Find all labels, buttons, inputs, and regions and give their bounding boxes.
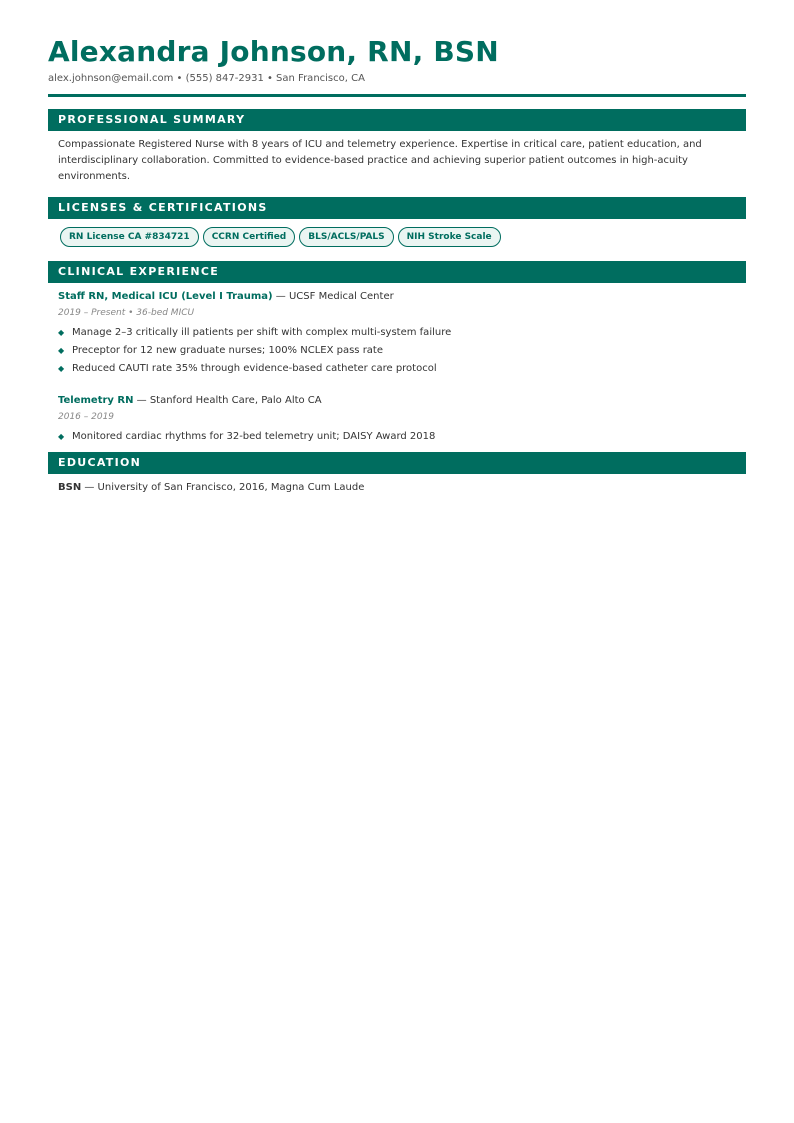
section-heading-experience: CLINICAL EXPERIENCE xyxy=(48,261,746,283)
list-item xyxy=(58,360,736,378)
education-section xyxy=(48,452,746,495)
section-heading-education: EDUCATION xyxy=(48,452,746,474)
job-title: Staff RN, Medical ICU (Level I Trauma) xyxy=(58,291,273,302)
list-item xyxy=(58,342,736,360)
bullet-text: Manage 2–3 critically ill patients per shift with complex multi-system failure xyxy=(72,327,452,338)
bullet-diamond-icon: ◆ xyxy=(58,346,65,355)
summary-text: Compassionate Registered Nurse with 8 years of ICU and telemetry experience. Expertise in critical care, patient education, and interdisciplinary collaboration. Committed to evidence-based practice and achieving superior patient outcomes in high-acuity environments. xyxy=(58,139,702,182)
bullet-diamond-icon: ◆ xyxy=(58,328,65,337)
job-employer: — Stanford Health Care, Palo Alto CA xyxy=(133,395,322,406)
certifications-section xyxy=(48,197,746,247)
resume-page xyxy=(0,0,794,495)
certification-badge: RN License CA #834721 xyxy=(60,227,199,247)
job-dates: 2019 – Present • 36-bed MICU xyxy=(58,308,195,318)
certification-list xyxy=(48,219,746,247)
contact-info: alex.johnson@email.com • (555) 847-2931 • San Francisco, CA xyxy=(48,73,365,84)
bullet-text: Monitored cardiac rhythms for 32-bed telemetry unit; DAISY Award 2018 xyxy=(72,431,436,442)
job-title-line xyxy=(58,394,736,408)
job-title: Telemetry RN xyxy=(58,395,134,406)
job-employer: — UCSF Medical Center xyxy=(272,291,394,302)
job-dates: 2016 – 2019 xyxy=(58,412,115,422)
summary-section xyxy=(48,109,746,185)
bullet-diamond-icon: ◆ xyxy=(58,364,65,373)
list-item xyxy=(58,324,736,342)
job-bullet-list xyxy=(58,428,736,446)
job-entry xyxy=(48,378,746,446)
section-heading-summary: PROFESSIONAL SUMMARY xyxy=(48,109,746,131)
education-details: — University of San Francisco, 2016, Magna Cum Laude xyxy=(81,482,365,493)
degree: BSN xyxy=(58,482,82,493)
experience-section xyxy=(48,261,746,446)
job-entry xyxy=(48,283,746,378)
bullet-text: Preceptor for 12 new graduate nurses; 100% NCLEX pass rate xyxy=(72,345,384,356)
certification-badge: CCRN Certified xyxy=(203,227,296,247)
job-bullet-list xyxy=(58,324,736,378)
certification-badge: BLS/ACLS/PALS xyxy=(299,227,393,247)
bullet-diamond-icon: ◆ xyxy=(58,432,65,441)
bullet-text: Reduced CAUTI rate 35% through evidence-based catheter care protocol xyxy=(72,363,437,374)
section-heading-certifications: LICENSES & CERTIFICATIONS xyxy=(48,197,746,219)
candidate-name: Alexandra Johnson, RN, BSN xyxy=(48,35,499,68)
certification-badge: NIH Stroke Scale xyxy=(398,227,501,247)
header-divider xyxy=(48,94,746,97)
education-entry xyxy=(48,474,746,495)
job-title-line xyxy=(58,290,736,304)
list-item xyxy=(58,428,736,446)
